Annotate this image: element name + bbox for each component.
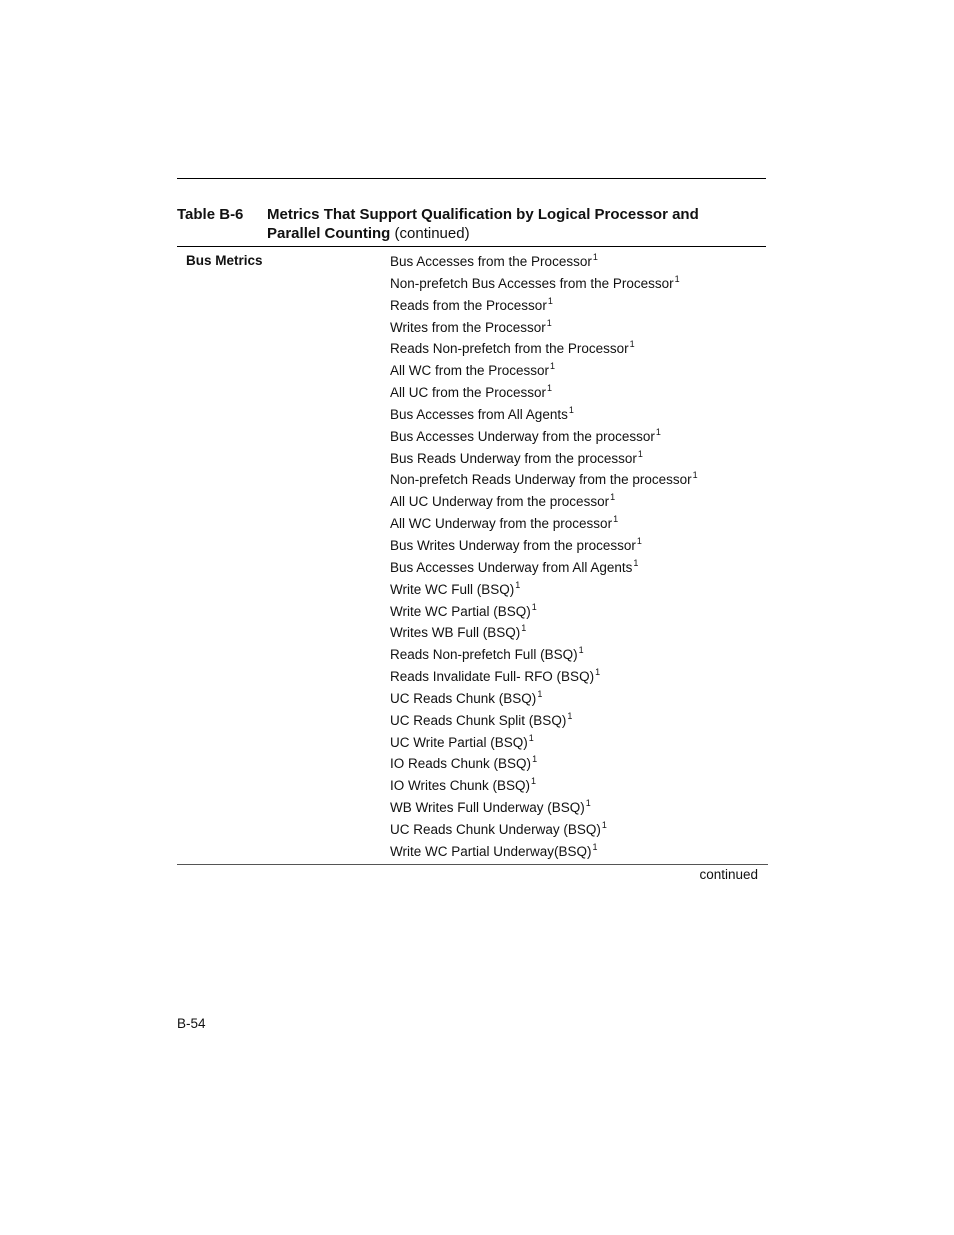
footnote-marker: 1 bbox=[567, 710, 573, 721]
metric-item bbox=[390, 644, 698, 666]
metric-label: WB Writes Full Underway (BSQ) bbox=[390, 800, 585, 816]
footnote-marker: 1 bbox=[546, 317, 552, 328]
metric-label: All WC Underway from the processor bbox=[390, 516, 613, 532]
metric-item bbox=[390, 382, 698, 404]
bottom-rule bbox=[177, 864, 768, 865]
footnote-marker: 1 bbox=[601, 819, 607, 830]
metric-item bbox=[390, 666, 698, 688]
metrics-list bbox=[390, 251, 698, 863]
page-number: B-54 bbox=[177, 1016, 206, 1031]
metric-label: Reads Non-prefetch Full (BSQ) bbox=[390, 647, 578, 663]
metric-label: Reads Invalidate Full- RFO (BSQ) bbox=[390, 669, 595, 685]
metric-item bbox=[390, 360, 698, 382]
metric-label: Reads from the Processor bbox=[390, 297, 547, 313]
metric-item bbox=[390, 710, 698, 732]
footnote-marker: 1 bbox=[633, 557, 639, 568]
metric-item bbox=[390, 753, 698, 775]
metric-item bbox=[390, 317, 698, 339]
metric-label: Writes WB Full (BSQ) bbox=[390, 625, 521, 641]
metric-label: All WC from the Processor bbox=[390, 363, 550, 379]
metric-item bbox=[390, 601, 698, 623]
metric-label: IO Writes Chunk (BSQ) bbox=[390, 778, 531, 794]
metric-label: Non-prefetch Reads Underway from the processor bbox=[390, 472, 692, 488]
metric-label: Bus Accesses Underway from All Agents bbox=[390, 559, 633, 575]
footnote-marker: 1 bbox=[629, 339, 635, 350]
metric-item bbox=[390, 557, 698, 579]
metric-item bbox=[390, 448, 698, 470]
metric-label: Bus Accesses from All Agents bbox=[390, 406, 568, 422]
footnote-marker: 1 bbox=[610, 492, 616, 503]
top-rule bbox=[177, 178, 766, 179]
continued-note: continued bbox=[699, 867, 758, 882]
metric-item bbox=[390, 338, 698, 360]
footnote-marker: 1 bbox=[568, 404, 574, 415]
footnote-marker: 1 bbox=[592, 841, 598, 852]
metric-item bbox=[390, 775, 698, 797]
metric-item bbox=[390, 535, 698, 557]
footnote-marker: 1 bbox=[592, 252, 598, 262]
footnote-marker: 1 bbox=[547, 383, 553, 394]
metric-label: UC Write Partial (BSQ) bbox=[390, 734, 528, 750]
metric-item bbox=[390, 295, 698, 317]
metric-label: UC Reads Chunk (BSQ) bbox=[390, 690, 537, 706]
footnote-marker: 1 bbox=[550, 361, 556, 372]
footnote-marker: 1 bbox=[521, 623, 527, 634]
metric-label: Reads Non-prefetch from the Processor bbox=[390, 341, 629, 357]
row-label-bus-metrics: Bus Metrics bbox=[186, 253, 263, 268]
metric-label: Writes from the Processor bbox=[390, 319, 546, 335]
footnote-marker: 1 bbox=[636, 535, 642, 546]
footnote-marker: 1 bbox=[531, 601, 537, 612]
footnote-marker: 1 bbox=[515, 579, 521, 590]
metric-label: Bus Writes Underway from the processor bbox=[390, 537, 636, 553]
metric-item bbox=[390, 732, 698, 754]
metric-label: All UC from the Processor bbox=[390, 385, 547, 401]
metric-label: Bus Accesses from the Processor bbox=[390, 254, 592, 269]
metric-item bbox=[390, 688, 698, 710]
metric-item bbox=[390, 513, 698, 535]
footnote-marker: 1 bbox=[613, 514, 619, 525]
footnote-marker: 1 bbox=[692, 470, 698, 481]
metric-label: Bus Accesses Underway from the processor bbox=[390, 428, 655, 444]
metric-label: Write WC Partial Underway(BSQ) bbox=[390, 843, 592, 859]
metric-label: IO Reads Chunk (BSQ) bbox=[390, 756, 532, 772]
metric-item bbox=[390, 273, 698, 295]
metric-item bbox=[390, 579, 698, 601]
metric-item bbox=[390, 404, 698, 426]
metric-item bbox=[390, 819, 698, 841]
table-title bbox=[267, 205, 737, 243]
metric-label: All UC Underway from the processor bbox=[390, 494, 610, 510]
metric-label: Bus Reads Underway from the processor bbox=[390, 450, 637, 466]
metric-item bbox=[390, 469, 698, 491]
metric-item bbox=[390, 622, 698, 644]
metric-item bbox=[390, 426, 698, 448]
metric-item bbox=[390, 251, 698, 273]
footnote-marker: 1 bbox=[674, 273, 680, 284]
metric-label: UC Reads Chunk Split (BSQ) bbox=[390, 712, 567, 728]
footnote-marker: 1 bbox=[537, 688, 543, 699]
footnote-marker: 1 bbox=[531, 776, 537, 787]
footnote-marker: 1 bbox=[655, 426, 661, 437]
metric-label: UC Reads Chunk Underway (BSQ) bbox=[390, 821, 601, 837]
metric-item bbox=[390, 841, 698, 863]
metric-label: Write WC Full (BSQ) bbox=[390, 581, 515, 597]
footnote-marker: 1 bbox=[585, 798, 591, 809]
metric-label: Non-prefetch Bus Accesses from the Processor bbox=[390, 275, 674, 291]
table-title-suffix: (continued) bbox=[394, 225, 470, 242]
footnote-marker: 1 bbox=[578, 645, 584, 656]
metric-label: Write WC Partial (BSQ) bbox=[390, 603, 531, 619]
metric-item bbox=[390, 491, 698, 513]
footnote-marker: 1 bbox=[547, 295, 553, 306]
footnote-marker: 1 bbox=[532, 754, 538, 765]
footnote-marker: 1 bbox=[595, 667, 601, 678]
footnote-marker: 1 bbox=[528, 732, 534, 743]
footnote-marker: 1 bbox=[637, 448, 643, 459]
table-title-text: Metrics That Support Qualification by Logical Processor and Parallel Counting bbox=[267, 206, 699, 242]
table-label: Table B-6 bbox=[177, 206, 244, 223]
metric-item bbox=[390, 797, 698, 819]
caption-rule bbox=[177, 246, 766, 247]
